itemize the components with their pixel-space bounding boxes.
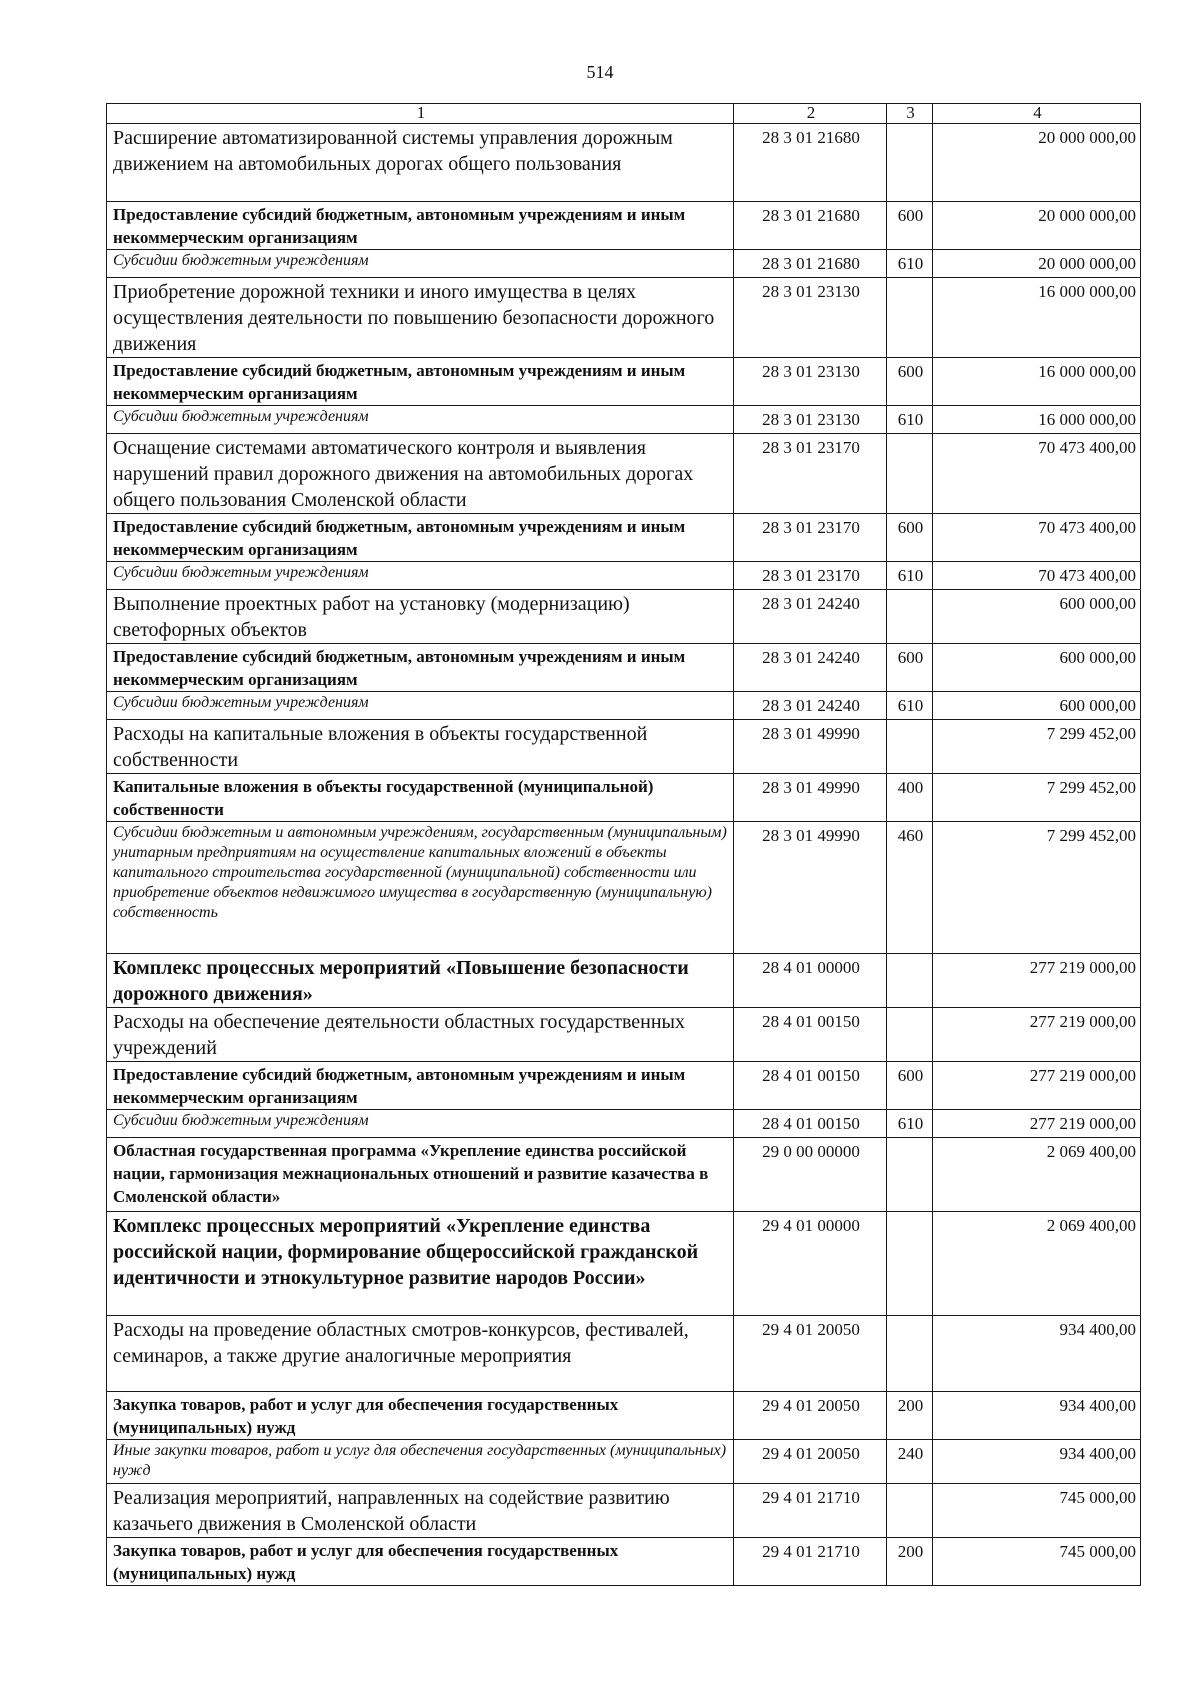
item-name: Закупка товаров, работ и услуг для обеспечения государственных (муниципальных) нужд [107, 1392, 734, 1440]
target-code: 28 3 01 21680 [734, 250, 887, 278]
expense-type: 200 [887, 1538, 933, 1586]
item-name: Расходы на обеспечение деятельности областных государственных учреждений [107, 1008, 734, 1062]
table-row [107, 1008, 1141, 1062]
item-name: Капитальные вложения в объекты государственной (муниципальной) собственности [107, 774, 734, 822]
item-name: Оснащение системами автоматического контроля и выявления нарушений правил дорожного движения на автомобильных дорогах общего пользования Смоленской области [107, 434, 734, 514]
expense-type [887, 124, 933, 202]
target-code: 28 3 01 49990 [734, 822, 887, 954]
item-name: Приобретение дорожной техники и иного имущества в целях осуществления деятельности по повышению безопасности дорожного движения [107, 278, 734, 358]
target-code: 28 4 01 00150 [734, 1062, 887, 1110]
target-code: 29 4 01 20050 [734, 1316, 887, 1392]
page-number: 514 [586, 62, 614, 82]
table-row [107, 692, 1141, 720]
item-name: Субсидии бюджетным учреждениям [107, 250, 734, 278]
table-row [107, 774, 1141, 822]
table-row [107, 202, 1141, 250]
item-name: Выполнение проектных работ на установку (модернизацию) светофорных объектов [107, 590, 734, 644]
expense-type: 610 [887, 562, 933, 590]
item-name: Предоставление субсидий бюджетным, автономным учреждениям и иным некоммерческим организациям [107, 514, 734, 562]
table-row [107, 1138, 1141, 1212]
amount: 70 473 400,00 [933, 514, 1141, 562]
expense-type: 400 [887, 774, 933, 822]
item-name: Субсидии бюджетным учреждениям [107, 692, 734, 720]
item-name: Комплекс процессных мероприятий «Повышение безопасности дорожного движения» [107, 954, 734, 1008]
target-code: 28 3 01 24240 [734, 644, 887, 692]
amount: 277 219 000,00 [933, 1110, 1141, 1138]
item-name: Комплекс процессных мероприятий «Укрепление единства российской нации, формирование общероссийской гражданской идентичности и этнокультурное развитие народов России» [107, 1212, 734, 1316]
item-name: Закупка товаров, работ и услуг для обеспечения государственных (муниципальных) нужд [107, 1538, 734, 1586]
header-col-2: 2 [734, 104, 887, 124]
table-row [107, 124, 1141, 202]
table-row [107, 278, 1141, 358]
budget-table-body [107, 104, 1141, 1586]
table-row [107, 514, 1141, 562]
expense-type: 600 [887, 202, 933, 250]
item-name: Расширение автоматизированной системы управления дорожным движением на автомобильных дорогах общего пользования [107, 124, 734, 202]
amount: 7 299 452,00 [933, 822, 1141, 954]
target-code: 28 4 01 00150 [734, 1008, 887, 1062]
amount: 16 000 000,00 [933, 406, 1141, 434]
amount: 277 219 000,00 [933, 954, 1141, 1008]
amount: 934 400,00 [933, 1316, 1141, 1392]
amount: 277 219 000,00 [933, 1008, 1141, 1062]
amount: 600 000,00 [933, 692, 1141, 720]
header-col-3: 3 [887, 104, 933, 124]
table-row [107, 406, 1141, 434]
amount: 2 069 400,00 [933, 1138, 1141, 1212]
expense-type: 600 [887, 644, 933, 692]
expense-type [887, 954, 933, 1008]
item-name: Субсидии бюджетным учреждениям [107, 406, 734, 434]
table-row [107, 822, 1141, 954]
item-name: Расходы на проведение областных смотров-конкурсов, фестивалей, семинаров, а также другие аналогичные мероприятия [107, 1316, 734, 1392]
target-code: 28 3 01 23170 [734, 562, 887, 590]
amount: 70 473 400,00 [933, 434, 1141, 514]
target-code: 28 3 01 49990 [734, 774, 887, 822]
table-row [107, 720, 1141, 774]
item-name: Субсидии бюджетным и автономным учреждениям, государственным (муниципальным) унитарным предприятиям на осуществление капитальных вложений в объекты капитального строительства государственной (муниципальной) собственности или приобретение объектов недвижимого имущества в государственную (муниципальную) собственность [107, 822, 734, 954]
amount: 16 000 000,00 [933, 358, 1141, 406]
amount: 600 000,00 [933, 644, 1141, 692]
budget-table [106, 103, 1141, 1586]
table-row [107, 1110, 1141, 1138]
target-code: 28 4 01 00000 [734, 954, 887, 1008]
amount: 2 069 400,00 [933, 1212, 1141, 1316]
item-name: Предоставление субсидий бюджетным, автономным учреждениям и иным некоммерческим организациям [107, 202, 734, 250]
amount: 20 000 000,00 [933, 202, 1141, 250]
amount: 745 000,00 [933, 1538, 1141, 1586]
target-code: 28 4 01 00150 [734, 1110, 887, 1138]
table-row [107, 644, 1141, 692]
item-name: Предоставление субсидий бюджетным, автономным учреждениям и иным некоммерческим организациям [107, 1062, 734, 1110]
target-code: 29 0 00 00000 [734, 1138, 887, 1212]
amount: 20 000 000,00 [933, 124, 1141, 202]
table-row [107, 358, 1141, 406]
item-name: Областная государственная программа «Укрепление единства российской нации, гармонизация межнациональных отношений и развитие казачества в Смоленской области» [107, 1138, 734, 1212]
expense-type: 610 [887, 1110, 933, 1138]
expense-type: 600 [887, 358, 933, 406]
table-row [107, 562, 1141, 590]
amount: 934 400,00 [933, 1392, 1141, 1440]
item-name: Субсидии бюджетным учреждениям [107, 562, 734, 590]
amount: 7 299 452,00 [933, 774, 1141, 822]
amount: 600 000,00 [933, 590, 1141, 644]
target-code: 28 3 01 21680 [734, 124, 887, 202]
amount: 7 299 452,00 [933, 720, 1141, 774]
expense-type: 600 [887, 514, 933, 562]
table-row [107, 1392, 1141, 1440]
item-name: Реализация мероприятий, направленных на содействие развитию казачьего движения в Смоленской области [107, 1484, 734, 1538]
expense-type: 600 [887, 1062, 933, 1110]
expense-type [887, 1316, 933, 1392]
expense-type: 460 [887, 822, 933, 954]
target-code: 28 3 01 23170 [734, 514, 887, 562]
item-name: Расходы на капитальные вложения в объекты государственной собственности [107, 720, 734, 774]
target-code: 28 3 01 49990 [734, 720, 887, 774]
target-code: 28 3 01 24240 [734, 590, 887, 644]
expense-type [887, 1138, 933, 1212]
target-code: 28 3 01 23170 [734, 434, 887, 514]
amount: 20 000 000,00 [933, 250, 1141, 278]
expense-type [887, 590, 933, 644]
expense-type: 240 [887, 1440, 933, 1484]
expense-type: 610 [887, 250, 933, 278]
target-code: 28 3 01 24240 [734, 692, 887, 720]
target-code: 28 3 01 23130 [734, 358, 887, 406]
amount: 70 473 400,00 [933, 562, 1141, 590]
expense-type: 610 [887, 406, 933, 434]
table-row [107, 954, 1141, 1008]
target-code: 29 4 01 21710 [734, 1538, 887, 1586]
target-code: 29 4 01 21710 [734, 1484, 887, 1538]
item-name: Субсидии бюджетным учреждениям [107, 1110, 734, 1138]
target-code: 29 4 01 00000 [734, 1212, 887, 1316]
table-row [107, 434, 1141, 514]
amount: 16 000 000,00 [933, 278, 1141, 358]
table-row [107, 1062, 1141, 1110]
item-name: Предоставление субсидий бюджетным, автономным учреждениям и иным некоммерческим организациям [107, 644, 734, 692]
table-row [107, 250, 1141, 278]
header-col-1: 1 [107, 104, 734, 124]
table-row [107, 1484, 1141, 1538]
header-row [107, 104, 1141, 124]
target-code: 29 4 01 20050 [734, 1440, 887, 1484]
amount: 277 219 000,00 [933, 1062, 1141, 1110]
table-row [107, 1538, 1141, 1586]
item-name: Иные закупки товаров, работ и услуг для обеспечения государственных (муниципальных) нужд [107, 1440, 734, 1484]
expense-type [887, 1484, 933, 1538]
header-col-4: 4 [933, 104, 1141, 124]
amount: 934 400,00 [933, 1440, 1141, 1484]
expense-type [887, 1008, 933, 1062]
table-row [107, 1440, 1141, 1484]
expense-type: 610 [887, 692, 933, 720]
expense-type [887, 1212, 933, 1316]
target-code: 29 4 01 20050 [734, 1392, 887, 1440]
table-row [107, 1316, 1141, 1392]
table-row [107, 590, 1141, 644]
item-name: Предоставление субсидий бюджетным, автономным учреждениям и иным некоммерческим организациям [107, 358, 734, 406]
target-code: 28 3 01 23130 [734, 406, 887, 434]
table-row [107, 1212, 1141, 1316]
target-code: 28 3 01 23130 [734, 278, 887, 358]
amount: 745 000,00 [933, 1484, 1141, 1538]
expense-type: 200 [887, 1392, 933, 1440]
expense-type [887, 720, 933, 774]
target-code: 28 3 01 21680 [734, 202, 887, 250]
expense-type [887, 434, 933, 514]
expense-type [887, 278, 933, 358]
